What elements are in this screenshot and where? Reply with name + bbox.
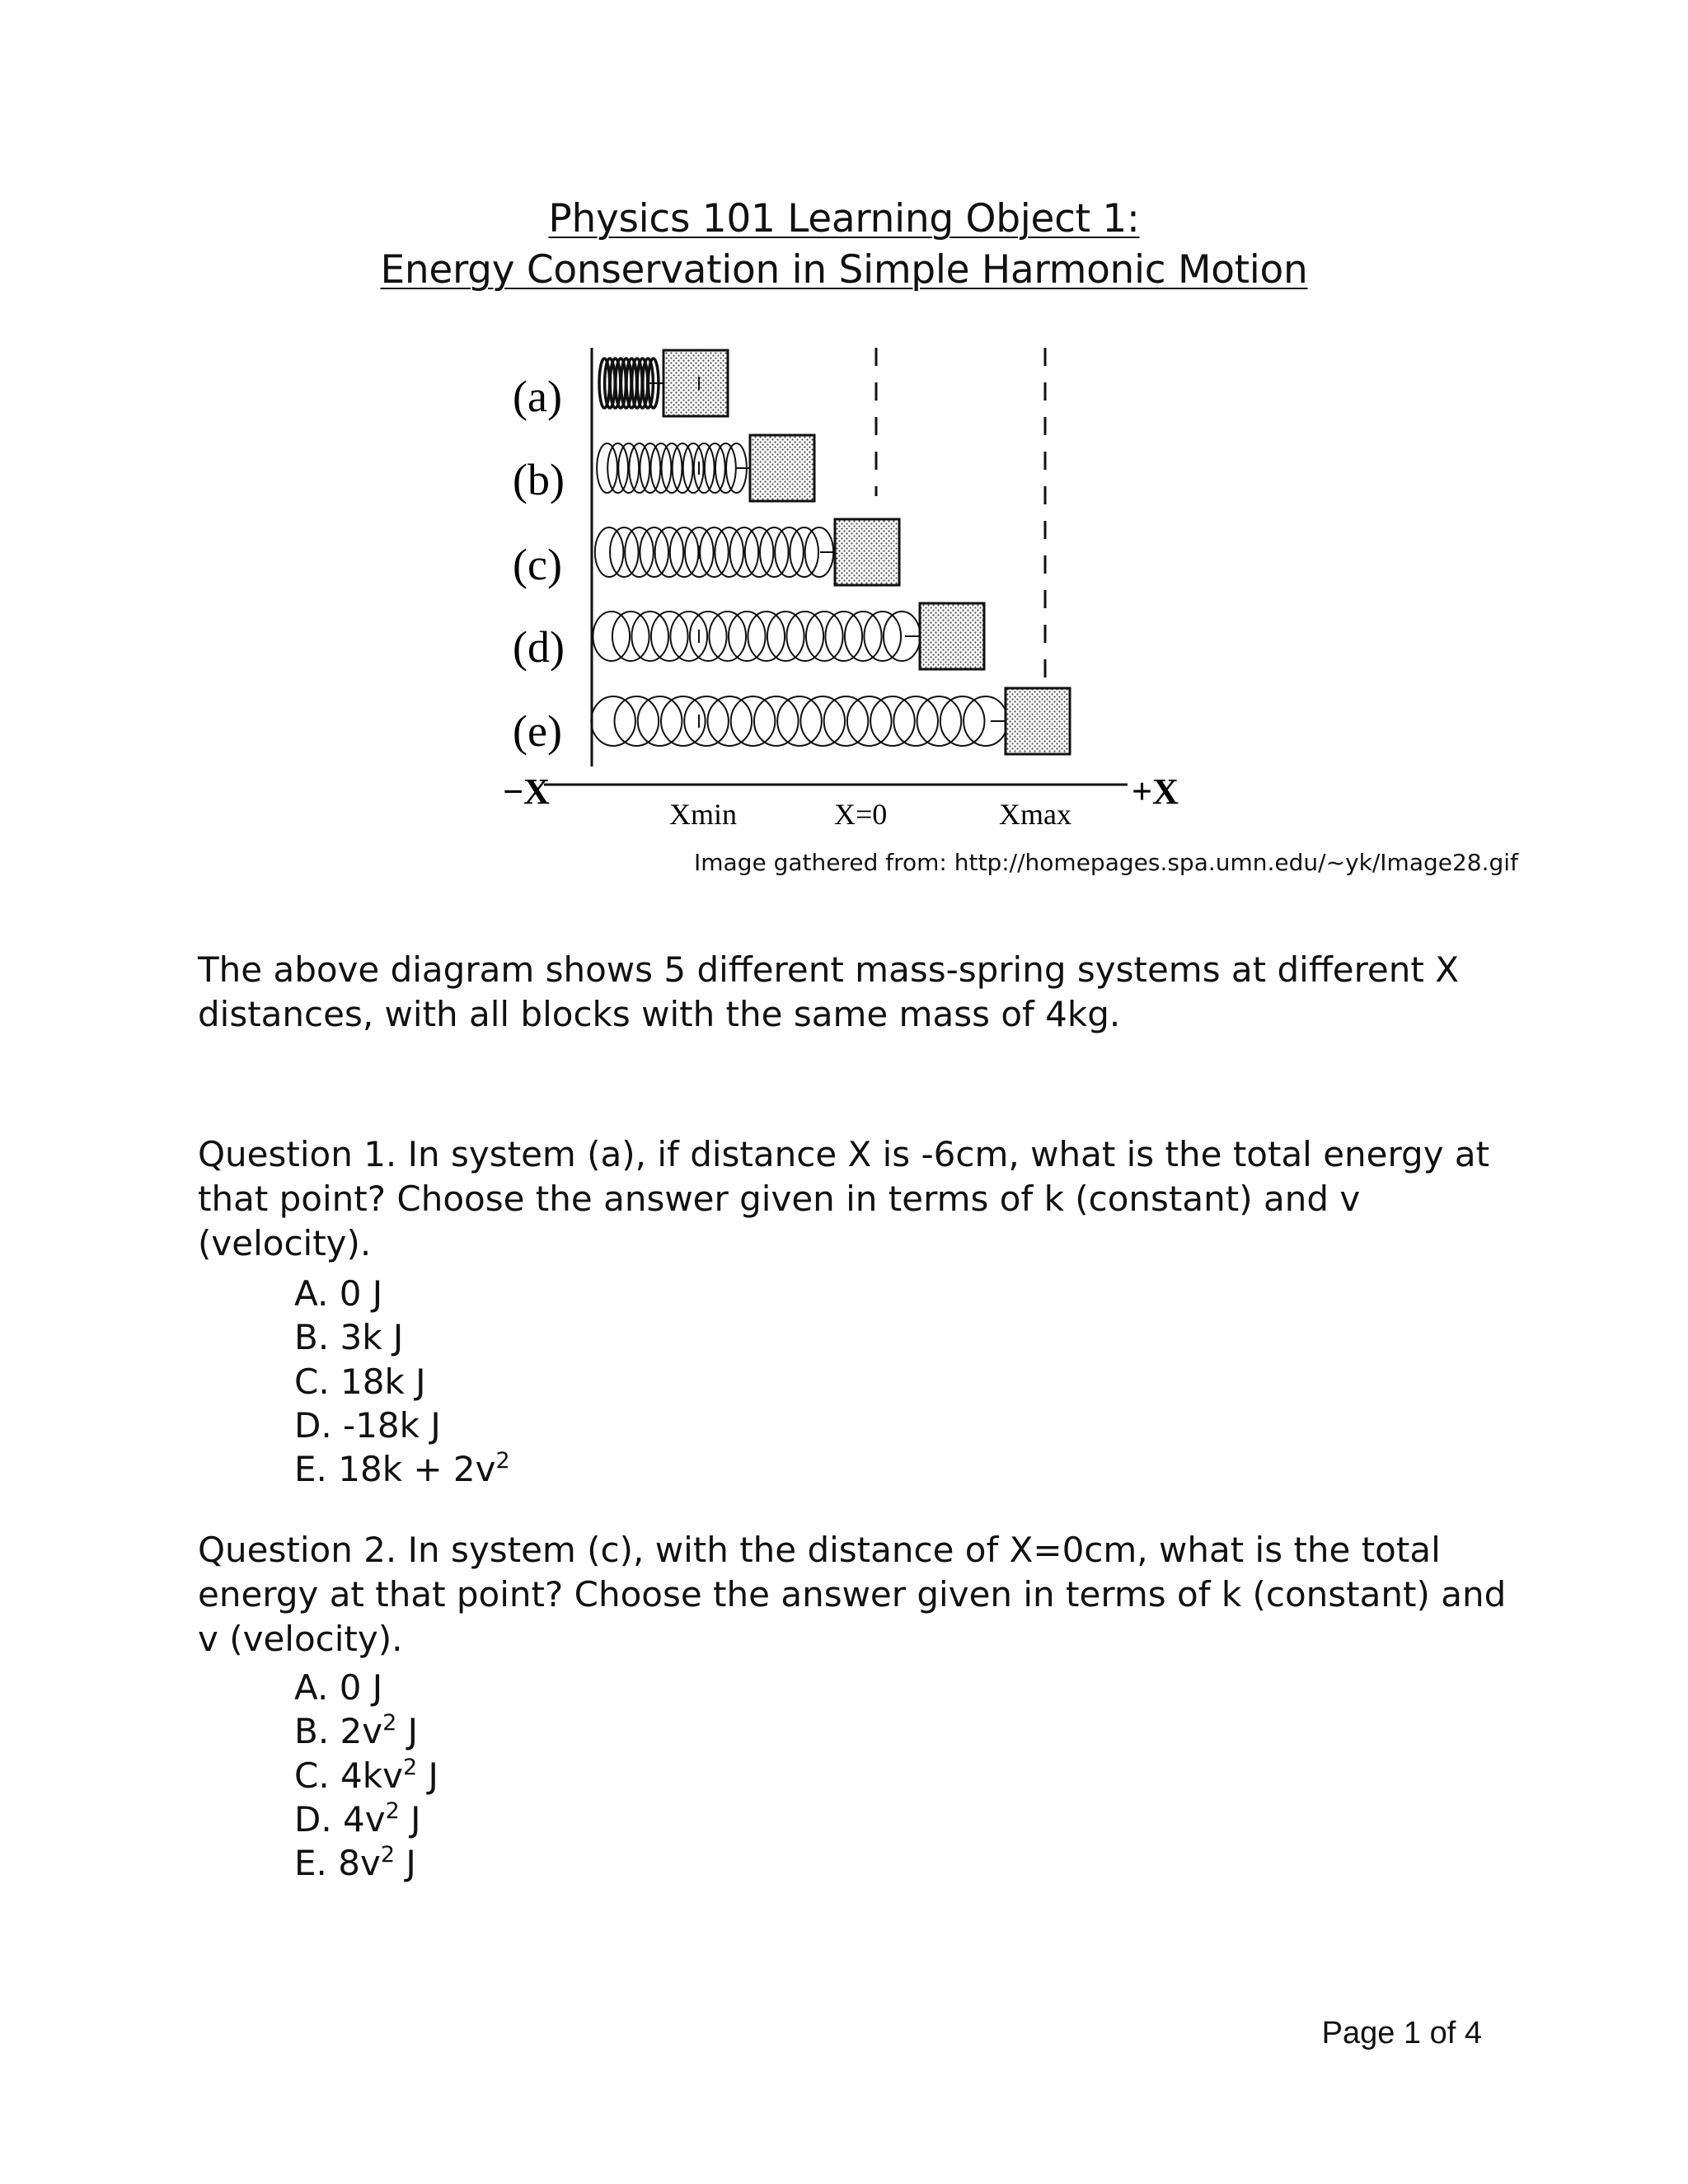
system-label-d: (d) — [513, 622, 565, 672]
spring-coil-e — [638, 696, 682, 746]
question-1-text: Question 1. In system (a), if distance X is -6cm, what is the total energy at that point? Choose the answer given in terms of k (constant) and v (velocity). — [198, 1134, 1490, 1263]
spring-coil-e — [893, 696, 938, 746]
tick-label-xmax: Xmax — [999, 798, 1071, 831]
q2-option-b: B. $2v^2$ J — [294, 1710, 419, 1752]
page-title-line-1: Physics 101 Learning Object 1: — [548, 196, 1140, 241]
spring-coil-e — [615, 696, 659, 746]
block-b — [750, 435, 814, 501]
tick-label-x0: X=0 — [834, 798, 888, 831]
spring-coil-d — [709, 612, 746, 661]
spring-coil-e — [940, 696, 985, 746]
spring-coil-d — [729, 612, 766, 661]
spring-coil-d — [690, 612, 727, 661]
block-e — [1006, 688, 1070, 754]
spring-coil-d — [864, 612, 901, 661]
spring-coil-d — [767, 612, 804, 661]
spring-coil-e — [917, 696, 962, 746]
q1-option-c: C. 18k J — [294, 1361, 426, 1402]
system-label-a: (a) — [513, 372, 562, 421]
block-c — [835, 519, 899, 585]
spring-coil-e — [707, 696, 752, 746]
spring-coil-d — [631, 612, 668, 661]
image-credit: Image gathered from: http://homepages.spa.umn.edu/~yk/Image28.gif — [694, 849, 1518, 876]
page-title-line-2: Energy Conservation in Simple Harmonic Motion — [380, 247, 1308, 293]
spring-coil-e — [754, 696, 799, 746]
q1-option-e: E. $18k + 2v^2$ — [294, 1448, 510, 1490]
spring-coil-e — [731, 696, 776, 746]
q1-option-a: A. 0 J — [294, 1273, 383, 1314]
spring-coil-e — [800, 696, 845, 746]
question-2-text: Question 2. In system (c), with the distance of X=0cm, what is the total energy at that point? Choose the answer given in terms of k (constant) and v (velocity). — [198, 1530, 1507, 1659]
spring-coil-e — [591, 696, 635, 746]
tick-label-xmin: Xmin — [669, 798, 738, 831]
q1-option-d: D. -18k J — [294, 1404, 441, 1446]
spring-coil-e — [847, 696, 892, 746]
spring-coil-e — [824, 696, 869, 746]
q2-option-c: C. $4kv^2$ J — [294, 1754, 438, 1796]
spring-coil-d — [670, 612, 707, 661]
q2-option-d: D. $4v^2$ J — [294, 1797, 421, 1840]
q1-option-b: B. 3k J — [294, 1317, 404, 1358]
intro-paragraph: The above diagram shows 5 different mass-spring systems at different X distances, with all blocks with the same mass of 4kg. — [198, 949, 1459, 1034]
axis-negative-x-label: −X — [503, 771, 550, 812]
spring-coil-e — [684, 696, 729, 746]
system-label-c: (c) — [513, 540, 562, 589]
spring-coil-d — [593, 612, 630, 661]
spring-coil-d — [825, 612, 862, 661]
spring-coil-e — [777, 696, 822, 746]
spring-coil-d — [612, 612, 649, 661]
question-1-options — [294, 1272, 510, 1491]
page-number: Page 1 of 4 — [1321, 2016, 1482, 2050]
spring-coil-d — [651, 612, 688, 661]
spring-coil-e — [870, 696, 915, 746]
spring-coil-d — [806, 612, 843, 661]
spring-coil-d — [748, 612, 785, 661]
block-a — [663, 350, 728, 416]
question-2-options — [294, 1666, 438, 1885]
system-label-e: (e) — [513, 706, 562, 756]
spring-coil-d — [786, 612, 823, 661]
axis-positive-x-label: +X — [1132, 771, 1179, 812]
system-label-b: (b) — [513, 455, 565, 504]
mass-spring-diagram — [495, 330, 1187, 841]
spring-coil-d — [845, 612, 882, 661]
q2-option-a: A. 0 J — [294, 1667, 383, 1708]
block-d — [920, 603, 984, 669]
q2-option-e: E. $8v^2$ J — [294, 1842, 416, 1884]
